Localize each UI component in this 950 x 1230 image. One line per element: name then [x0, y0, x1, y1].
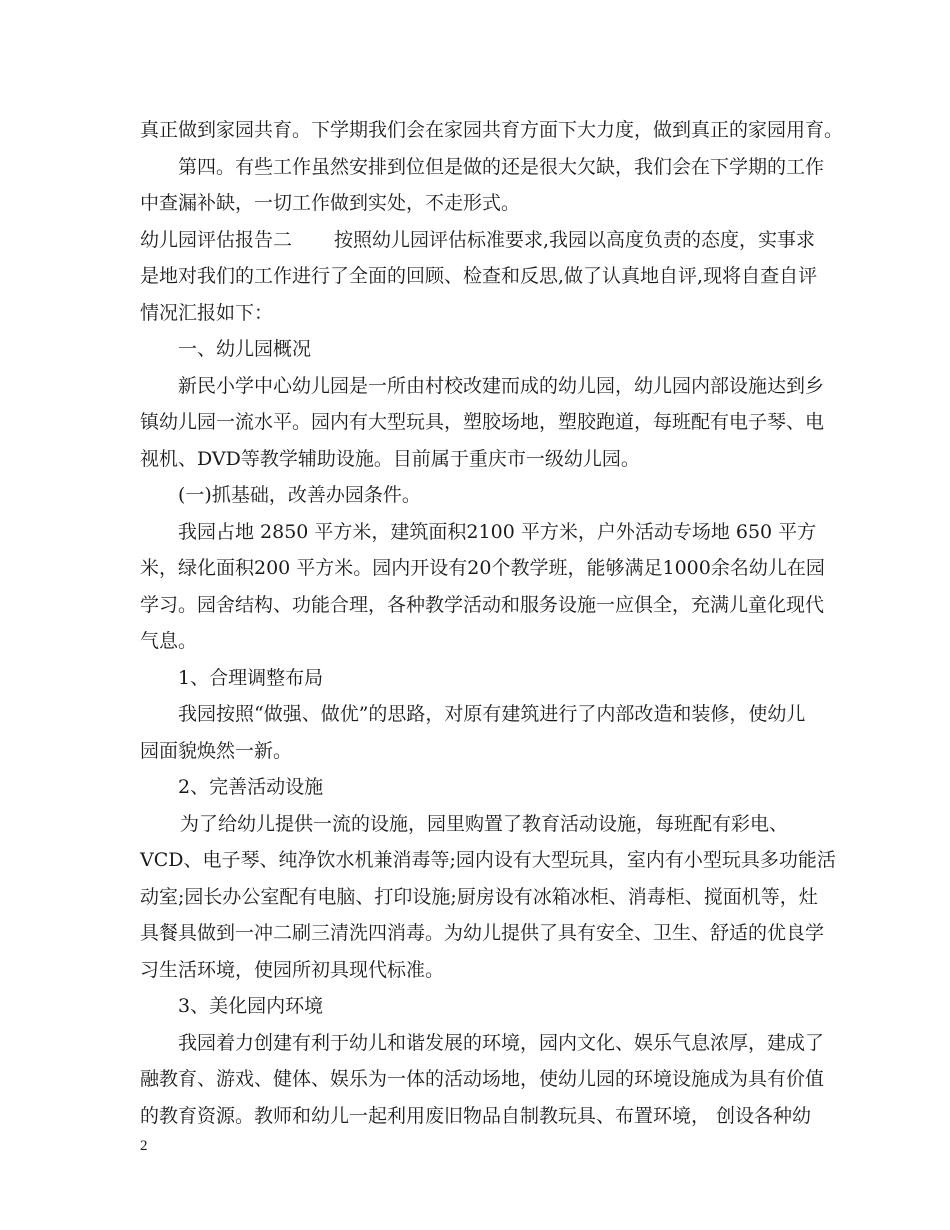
- text-line: 我园按照“做强、做优”的思路，对原有建筑进行了内部改造和装修，使幼儿: [178, 703, 806, 725]
- text-line: 习生活环境，使园所初具现代标准。: [140, 958, 445, 981]
- text-line: 第四。有些工作虽然安排到位但是做的还是很大欠缺，我们会在下学期的工作: [178, 155, 825, 178]
- text-line: 我园着力创建有利于幼儿和谐发展的环境，园内文化、娱乐气息浓厚，建成了: [178, 1031, 825, 1054]
- text-line: 情况汇报如下：: [140, 301, 274, 324]
- text-line: VCD、电子琴、纯净饮水机兼消毒等;园内设有大型玩具，室内有小型玩具多功能活: [140, 849, 836, 871]
- text-line: 我园占地 2850 平方米，建筑面积2100 平方米，户外活动专场地 650 平方: [178, 520, 817, 543]
- text-line: 镇幼儿园一流水平。园内有大型玩具，塑胶场地，塑胶跑道，每班配有电子琴、电: [140, 411, 825, 433]
- report-intro: 按照幼儿园评估标准要求,我园以高度负责的态度，实事求: [334, 228, 816, 251]
- text-line: 融教育、游戏、健体、娱乐为一体的活动场地，使幼儿园的环境设施成为具有价值: [140, 1068, 825, 1090]
- text-line: 中查漏补缺，一切工作做到实处，不走形式。: [140, 192, 521, 214]
- text-line: 气息。: [140, 630, 198, 652]
- item-heading: 3、美化园内环境: [178, 995, 324, 1017]
- text-line: 学习。园舍结构、功能合理，各种教学活动和服务设施一应俱全，充满儿童化现代: [140, 593, 825, 616]
- text-line: 的教育资源。教师和幼儿一起利用废旧物品自制教玩具、布置环境， 创设各种幼: [140, 1104, 812, 1127]
- text-line: [140, 222, 820, 259]
- text-line: 真正做到家园共育。下学期我们会在家园共育方面下大力度，做到真正的家园用育。: [140, 119, 844, 141]
- subsection-heading: (一)抓基础，改善办园条件。: [178, 484, 421, 506]
- text-line: 具餐具做到一冲二刷三清洗四消毒。为幼儿提供了具有安全、卫生、舒适的优良学: [140, 922, 825, 944]
- report-heading: 幼儿园评估报告二: [140, 228, 293, 251]
- text-line: 视机、DVD等教学辅助设施。目前属于重庆市一级幼儿园。: [140, 447, 640, 470]
- section-heading: 一、幼儿园概况: [178, 338, 312, 360]
- item-heading: 1、合理调整布局: [178, 666, 324, 689]
- text-line: 园面貌焕然一新。: [140, 739, 293, 762]
- document-body: [140, 112, 844, 1134]
- page-number: 2: [140, 1138, 148, 1154]
- item-heading: 2、完善活动设施: [178, 776, 324, 798]
- text-line: 是地对我们的工作进行了全面的回顾、检查和反思,做了认真地自评,现将自查自评: [140, 265, 818, 287]
- text-line: 动室;园长办公室配有电脑、打印设施;厨房设有冰箱冰柜、消毒柜、搅面机等，灶: [140, 885, 818, 908]
- text-line: 米，绿化面积200 平方米。园内开设有20个教学班，能够满足1000余名幼儿在园: [140, 557, 825, 579]
- text-line: 新民小学中心幼儿园是一所由村校改建而成的幼儿园，幼儿园内部设施达到乡: [178, 374, 825, 397]
- text-line: 为了给幼儿提供一流的设施，园里购置了教育活动设施，每班配有彩电、: [180, 812, 789, 835]
